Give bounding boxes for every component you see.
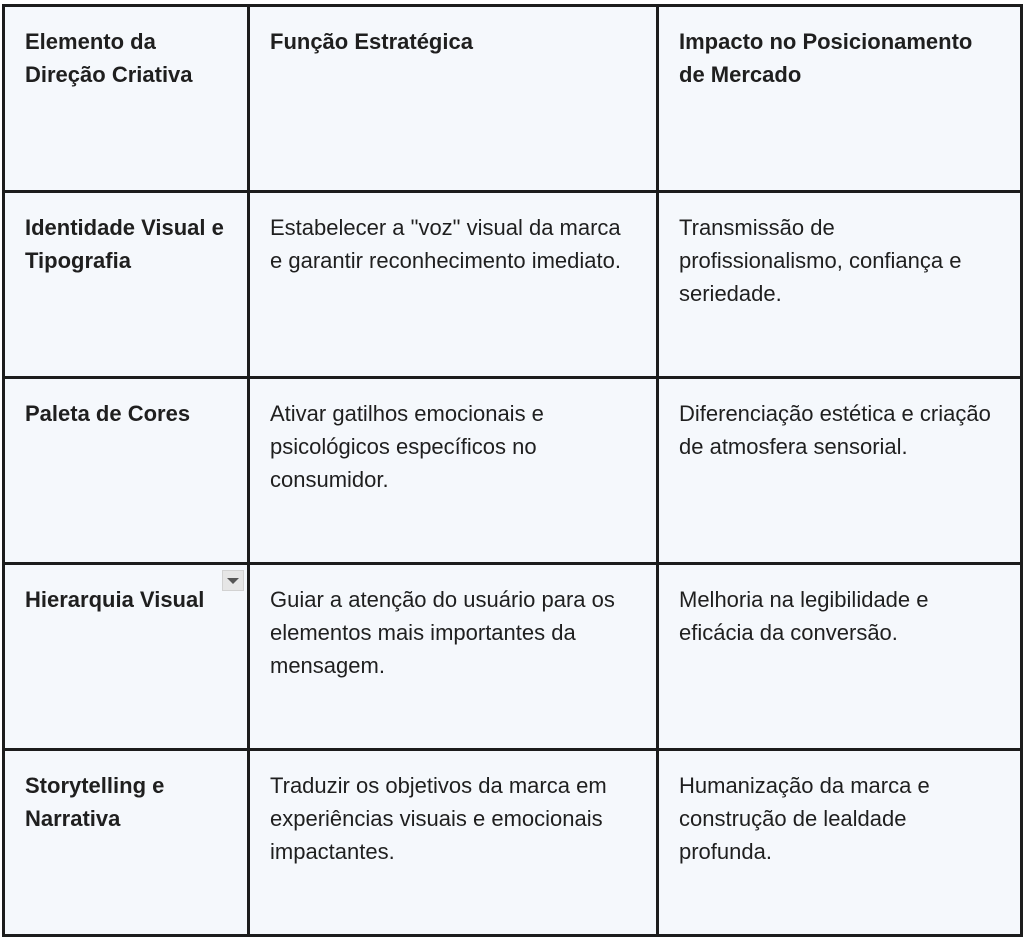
header-function-label: Função Estratégica — [270, 29, 473, 54]
cell-function[interactable] — [249, 750, 658, 936]
cell-function[interactable] — [249, 378, 658, 564]
cell-element[interactable] — [4, 378, 249, 564]
table-row — [4, 564, 1022, 750]
cell-element[interactable] — [4, 750, 249, 936]
cell-impact[interactable] — [658, 192, 1022, 378]
table-row — [4, 750, 1022, 936]
cell-element[interactable] — [4, 192, 249, 378]
header-impact-label: Impacto no Posicionamento de Mercado — [679, 29, 973, 87]
header-element-label: Elemento da Direção Criativa — [25, 29, 193, 87]
header-cell-impact — [658, 6, 1022, 192]
element-text: Storytelling e Narrativa — [25, 773, 165, 831]
impact-text: Transmissão de profissionalismo, confiança e seriedade. — [679, 215, 962, 306]
impact-text: Humanização da marca e construção de lealdade profunda. — [679, 773, 930, 864]
impact-text: Melhoria na legibilidade e eficácia da conversão. — [679, 587, 929, 645]
cell-menu-button[interactable] — [222, 570, 244, 591]
header-cell-element — [4, 6, 249, 192]
table-row — [4, 378, 1022, 564]
chevron-down-icon — [227, 578, 239, 584]
table-row — [4, 192, 1022, 378]
cell-function[interactable] — [249, 192, 658, 378]
cell-function[interactable] — [249, 564, 658, 750]
document-table-container — [2, 4, 1020, 937]
cell-impact[interactable] — [658, 564, 1022, 750]
cell-impact[interactable] — [658, 750, 1022, 936]
element-text: Identidade Visual e Tipografia — [25, 215, 224, 273]
function-text: Traduzir os objetivos da marca em experiências visuais e emocionais impactantes. — [270, 773, 607, 864]
function-text: Estabelecer a "voz" visual da marca e garantir reconhecimento imediato. — [270, 215, 621, 273]
header-cell-function — [249, 6, 658, 192]
creative-direction-table — [2, 4, 1023, 937]
function-text: Ativar gatilhos emocionais e psicológicos específicos no consumidor. — [270, 401, 544, 492]
element-text: Hierarquia Visual — [25, 587, 205, 612]
element-text: Paleta de Cores — [25, 401, 191, 426]
cell-impact[interactable] — [658, 378, 1022, 564]
function-text: Guiar a atenção do usuário para os elementos mais importantes da mensagem. — [270, 587, 615, 678]
cell-element[interactable] — [4, 564, 249, 750]
table-header-row — [4, 6, 1022, 192]
impact-text: Diferenciação estética e criação de atmosfera sensorial. — [679, 401, 991, 459]
